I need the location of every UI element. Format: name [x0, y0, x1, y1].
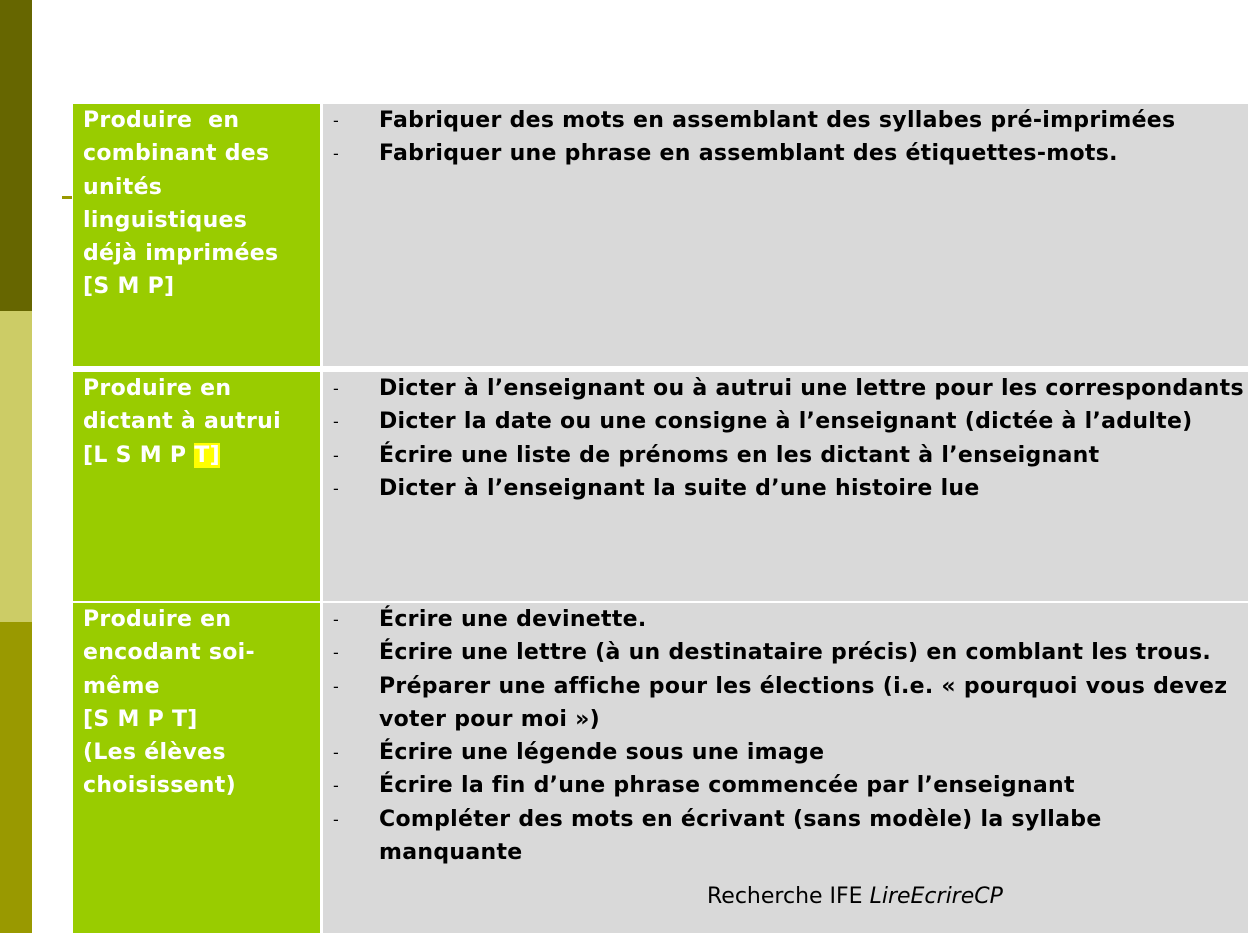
footer-credit	[707, 884, 1003, 909]
item-text: Écrire une lettre (à un destinataire précis) en comblant les trous.	[379, 640, 1212, 666]
side-bar-bottom	[0, 622, 32, 933]
item-text: Fabriquer des mots en assemblant des syllabes pré-imprimées	[379, 108, 1176, 133]
heading-line: (Les élèves	[83, 740, 226, 766]
table-row-3	[73, 603, 1248, 933]
heading-line: dictant à autrui	[83, 409, 281, 435]
list-item	[323, 670, 1248, 737]
item-text: Préparer une affiche pour les élections (i.e. « pourquoi vous devez voter pour moi »)	[379, 673, 1228, 732]
bullet: -	[333, 379, 340, 398]
footer-italic: LireEcrireCP	[869, 884, 1003, 909]
dash-mark	[62, 196, 72, 199]
list-item	[323, 137, 1248, 170]
heading-code-highlight: T]	[194, 442, 220, 468]
bullet: -	[333, 676, 340, 696]
item-text: Dicter la date ou une consigne à l’enseignant (dictée à l’adulte)	[379, 409, 1193, 435]
bullet: -	[333, 412, 340, 432]
item-text: Écrire la fin d’une phrase commencée par l’enseignant	[379, 773, 1075, 799]
list-item	[323, 736, 1248, 769]
row-3-heading	[73, 603, 320, 933]
activities-table	[73, 104, 1248, 933]
list-item	[323, 372, 1248, 405]
list-item	[323, 405, 1248, 438]
heading-line: linguistiques	[83, 207, 248, 233]
table-row-1	[73, 104, 1248, 366]
bullet: -	[333, 111, 340, 130]
heading-line: encodant soi-	[83, 640, 255, 666]
bullet: -	[333, 445, 340, 465]
heading-line: [S M P]	[83, 274, 175, 300]
heading-line: choisissent)	[83, 773, 236, 799]
bullet: -	[333, 809, 340, 829]
side-bar-top	[0, 0, 32, 311]
heading-line: unités	[83, 174, 163, 200]
list-item	[323, 439, 1248, 472]
heading-line: combinant des	[83, 141, 270, 167]
bullet: -	[333, 776, 340, 796]
list-item	[323, 636, 1248, 669]
bullet: -	[333, 743, 340, 763]
item-text: Dicter à l’enseignant la suite d’une histoire lue	[379, 475, 980, 501]
heading-line-code	[83, 439, 320, 472]
list-item	[323, 603, 1248, 636]
item-text: Fabriquer une phrase en assemblant des étiquettes-mots.	[379, 141, 1118, 167]
list-item	[323, 104, 1248, 137]
list-item	[323, 803, 1248, 870]
table-row-2	[73, 372, 1248, 601]
list-item	[323, 472, 1248, 505]
footer-prefix: Recherche IFE	[707, 884, 870, 909]
heading-line: déjà imprimées	[83, 241, 279, 267]
heading-line: même	[83, 673, 160, 699]
item-text: Écrire une liste de prénoms en les dictant à l’enseignant	[379, 442, 1100, 468]
heading-line: Produire en	[83, 607, 232, 632]
row-2-heading	[73, 372, 320, 601]
item-text: Écrire une devinette.	[379, 607, 647, 632]
bullet: -	[333, 643, 340, 663]
heading-line: Produire en	[83, 376, 232, 401]
item-text: Dicter à l’enseignant ou à autrui une lettre pour les correspondants	[379, 376, 1244, 401]
row-2-items	[323, 372, 1248, 601]
item-text: Écrire une légende sous une image	[379, 740, 825, 766]
row-1-heading	[73, 104, 320, 366]
heading-line: Produire en	[83, 108, 240, 133]
heading-line: [S M P T]	[83, 706, 198, 732]
item-text: Compléter des mots en écrivant (sans modèle) la syllabe manquante	[379, 806, 1102, 866]
row-1-items	[323, 104, 1248, 366]
list-item	[323, 769, 1248, 802]
heading-code-prefix: [L S M P	[83, 442, 195, 468]
side-bar-middle	[0, 311, 32, 622]
bullet: -	[333, 610, 340, 629]
bullet: -	[333, 478, 340, 498]
bullet: -	[333, 144, 340, 164]
